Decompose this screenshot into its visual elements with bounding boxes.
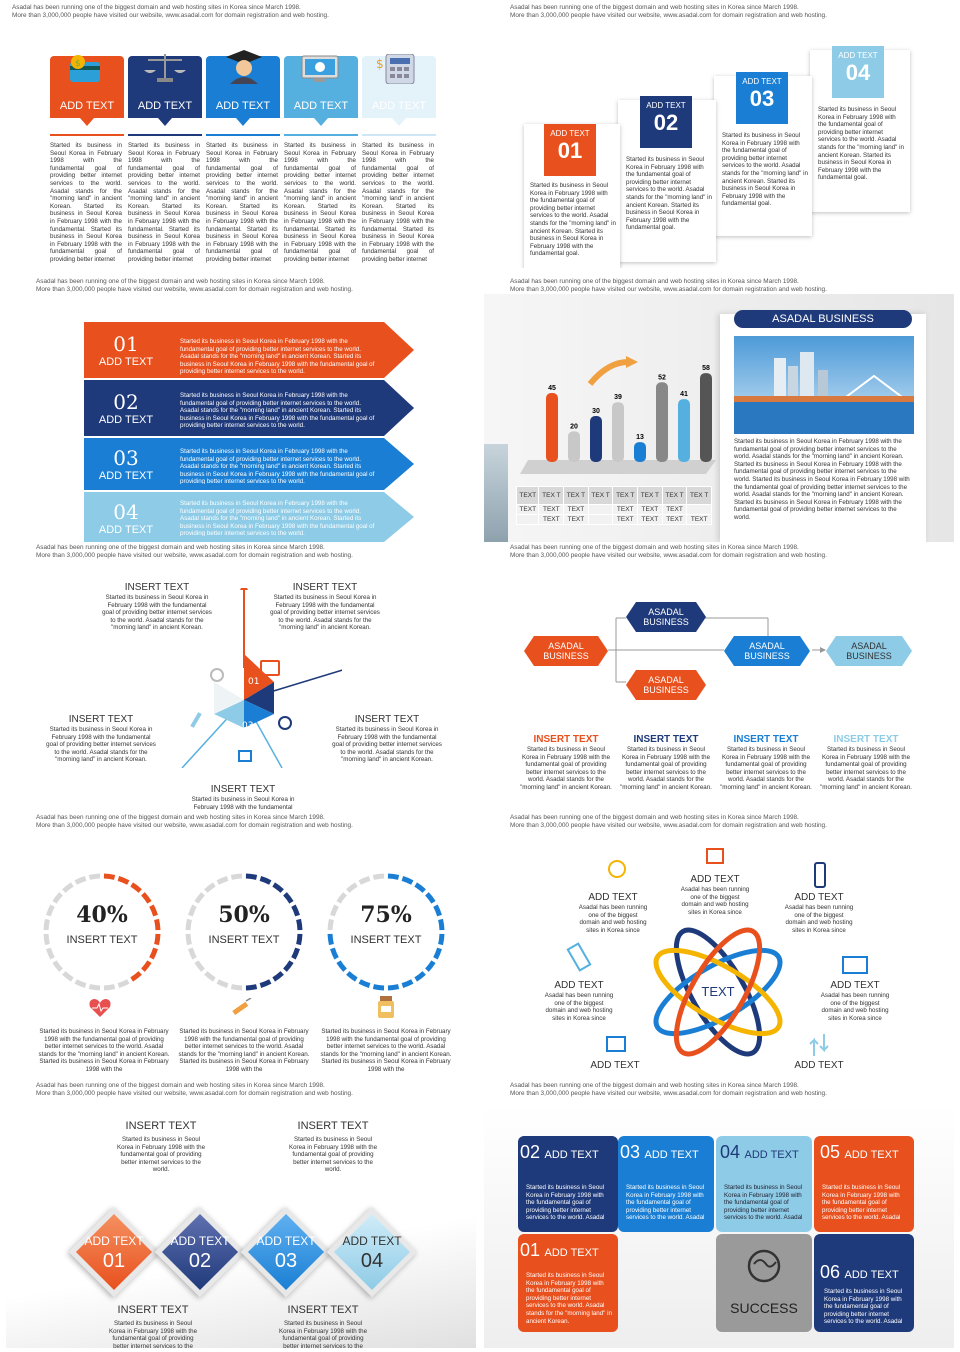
heading: INSERT TEXT <box>124 582 190 593</box>
heading: INSERT TEXT <box>633 734 699 745</box>
ring-segment <box>76 878 86 882</box>
heading: INSERT TEXT <box>733 734 799 745</box>
ring-segment <box>373 876 384 877</box>
column-header[interactable]: $ ADD TEXT <box>362 56 436 118</box>
ring-segment <box>274 885 283 892</box>
ring-segment <box>231 987 242 988</box>
diamond-3[interactable]: ADD TEXT 03 <box>236 1202 336 1302</box>
slide-footer: Asadal has been running one of the biggest domain and web hosting sites in Korea since March 1998. More than 3,000,000 people have visited our website, www.asadal.com for domain registration and web hosting. <box>510 1082 827 1097</box>
step-card-4: ADD TEXT 04 Started its business in Seoul Korea in February 1998 with the fundamental goal of providing better internet services to the world. Asadal stands for the "morning land" in ancient Korean. Started its business in Seoul Korea in February 1998 with the fundamental goal. <box>810 50 910 212</box>
slide-footer: Asadal has been running one of the biggest domain and web hosting sites in Korea since March 1998. More than 3,000,000 people have visited our website, www.asadal.com for domain registration and web hosting. <box>36 814 353 829</box>
chart-bar <box>546 393 558 462</box>
atom-center: TEXT <box>701 984 735 999</box>
ring-segment <box>388 987 399 988</box>
computer-icon <box>298 54 344 84</box>
row-2[interactable]: 02 ADD TEXT Started its business in Seoul Korea in February 1998 with the fundamental goal of providing better internet services to the world. Asadal stands for the "morning land" in ancient Korean. Started its business in Seoul Korea in February 1998 with the fundamental goal of providing better internet services to the world. <box>84 380 414 436</box>
scale-icon <box>142 50 188 84</box>
diamond-2[interactable]: ADD TEXT 02 <box>150 1202 250 1302</box>
slide-8: Asadal has been running one of the biggest domain and web hosting sites in Korea since March 1998. More than 3,000,000 people have visited our website, www.asadal.com for domain registration and web hosting. TEXT ADD TEXT Asadal has been running one of the biggest domain and web hosting sites in Korea since ADD TEXT Asadal has been running one of the biggest domain and web hosting sites in Korea since ADD TEXT Asadal has been running one of the biggest domain and web hosting sites in Korea since ADD TEXT Asadal has been running one of the biggest domain and web hosting sites in Korea since ADD TEXT Asadal has been running one of the biggest domain and web hosting sites in Korea since ADD TEXT ADD TEXT <box>484 812 954 1080</box>
ring-segment <box>55 962 62 971</box>
chart-bar <box>612 402 624 462</box>
target-icon <box>210 668 224 682</box>
paint-roller-icon <box>566 942 591 972</box>
heading: INSERT TEXT <box>533 734 599 745</box>
step-tag[interactable]: ADD TEXT 02 <box>640 96 692 148</box>
ring-segment <box>151 948 155 958</box>
step-card-2: ADD TEXT 02 Started its business in Seoul Korea in February 1998 with the fundamental goal of providing better internet services to the world. Asadal stands for the "morning land" in ancient Korean. Started its business in Seoul Korea in February 1998 with the fundamental goal. <box>618 100 716 262</box>
ring-segment <box>293 948 297 958</box>
bar-value-label: 20 <box>570 423 578 431</box>
segment-number: 01 <box>248 677 260 687</box>
ring-segment <box>76 981 86 985</box>
panel-title: ASADAL BUSINESS <box>734 310 912 328</box>
ring-segment <box>231 876 242 877</box>
heading: INSERT TEXT <box>68 714 134 725</box>
box-icon <box>842 956 868 974</box>
ring-segment <box>427 962 434 971</box>
slide-9: Asadal has been running one of the biggest domain and web hosting sites in Korea since March 1998. More than 3,000,000 people have visited our website, www.asadal.com for domain registration and web hosting. INSERT TEXT Started its business in Seoul Korea in February 1998 with the fundamental goal of providing better internet services to the world. INSERT TEXT Started its business in Seoul Korea in February 1998 with the fundamental goal of providing better internet services to the world. INSERT TEXT Started its business in Seoul Korea in February 1998 with the fundamental goal of providing better internet services to the INSERT TEXT Started its business in Seoul Korea in February 1998 with the fundamental goal of providing better internet services to the ADD TEXT 01 ADD TEXT 02 ADD TEXT 03 ADD TEXT 04 <box>6 1080 476 1348</box>
ring-segment <box>416 973 425 980</box>
chart-icon <box>238 750 252 762</box>
ring-segment <box>206 885 215 892</box>
slide-footer: Asadal has been running one of the biggest domain and web hosting sites in Korea since March 1998. More than 3,000,000 people have visited our website, www.asadal.com for domain registration and web hosting. <box>510 278 827 293</box>
chart-bar <box>590 416 602 462</box>
bar-value-label: 52 <box>658 374 666 382</box>
heading: INSERT TEXT <box>292 582 358 593</box>
slide-2: Asadal has been running one of the biggest domain and web hosting sites in Korea since March 1998. More than 3,000,000 people have visited our website, www.asadal.com for domain registration and web hosting. ADD TEXT 04 Started its business in Seoul Korea in February 1998 with the fundamental goal of providing better internet services to the world. Asadal stands for the "morning land" in ancient Korean. Started its business in Seoul Korea in February 1998 with the fundamental goal. ADD TEXT 03 Started its business in Seoul Korea in February 1998 with the fundamental goal of providing better internet services to the world. Asadal stands for the "morning land" in ancient Korean. Started its business in Seoul Korea in February 1998 with the fundamental goal. ADD TEXT 02 Started its business in Seoul Korea in February 1998 with the fundamental goal of providing better internet services to the world. Asadal stands for the "morning land" in ancient Korean. Started its business in Seoul Korea in February 1998 with the fundamental goal. ADD TEXT 01 Started its business in Seoul Korea in February 1998 with the fundamental goal of providing better internet services to the world. Asadal stands for the "morning land" in ancient Korean. Started its business in Seoul Korea in February 1998 with the fundamental goal. <box>484 0 954 268</box>
step-tag[interactable]: ADD TEXT 03 <box>736 72 788 124</box>
column-2 <box>128 56 202 136</box>
bar-value-label: 41 <box>680 391 688 399</box>
column-header[interactable]: ADD TEXT <box>128 56 202 118</box>
money-card-icon <box>64 54 106 84</box>
ring-segment <box>104 876 115 877</box>
slide-footer: Asadal has been running one of the biggest domain and web hosting sites in Korea since March 1998. More than 3,000,000 people have visited our website, www.asadal.com for domain registration and web hosting. <box>510 544 827 559</box>
ring-segment <box>435 948 439 958</box>
search-icon <box>706 848 724 864</box>
ring-segment <box>332 948 336 958</box>
chart-floor <box>520 460 716 474</box>
gear-icon <box>278 716 292 730</box>
ring-segment <box>89 987 100 988</box>
ring-segment <box>218 981 228 985</box>
card-04[interactable]: 04 ADD TEXT Started its business in Seoul Korea in February 1998 with the fundamental goal of providing better internet services to the world. Asadal <box>716 1136 812 1232</box>
ring-segment <box>388 876 399 877</box>
ring-segment <box>402 878 412 882</box>
slide-3 <box>6 274 476 542</box>
ring-segment <box>416 885 425 892</box>
ring-segment <box>132 885 141 892</box>
svg-text:$: $ <box>376 57 384 71</box>
ring-segment <box>339 962 346 971</box>
column-body: Started its business in Seoul Korea in February 1998 with the fundamental goal of providing better internet services to the world. Asadal stands for the "morning land" in ancient Korean. Started its business in Seoul Korea in February 1998 with the fundamental. Started its business in Seoul Korea in February 1998 with the fundamental goal of providing better internet <box>206 142 278 263</box>
book-icon <box>260 660 280 676</box>
column-body: Started its business in Seoul Korea in February 1998 with the fundamental goal of providing better internet services to the world. Asadal stands for the "morning land" in ancient Korean. Started its business in Seoul Korea in February 1998 with the fundamental. Started its business in Seoul Korea in February 1998 with the fundamental goal of providing better internet <box>128 142 200 263</box>
ring-segment <box>64 973 73 980</box>
flow-box-1[interactable]: ASADAL BUSINESS <box>524 636 608 666</box>
smile-icon <box>608 860 626 878</box>
ring-segment <box>197 962 204 971</box>
slide-footer: Asadal has been running one of the biggest domain and web hosting sites in Korea since March 1998. More than 3,000,000 people have visited our website, www.asadal.com for domain registration and web hosting. <box>36 278 353 293</box>
ring-segment <box>143 962 150 971</box>
column-header[interactable]: $ ADD TEXT <box>50 56 124 118</box>
card-05[interactable]: 05 ADD TEXT Started its business in Seoul Korea in February 1998 with the fundamental goal of providing better internet services to the world. Asadal <box>814 1136 914 1232</box>
ring-segment <box>48 948 52 958</box>
ring-segment <box>402 981 412 985</box>
slide-10 <box>484 1080 954 1348</box>
flow-box-4[interactable]: ASADAL BUSINESS <box>724 636 810 666</box>
ring-segment <box>190 948 194 958</box>
slide-footer: Asadal has been running one of the biggest domain and web hosting sites in Korea since March 1998. More than 3,000,000 people have visited our website, www.asadal.com for domain registration and web hosting. <box>36 1082 353 1097</box>
bar-value-label: 13 <box>636 434 644 442</box>
ring-segment <box>218 878 228 882</box>
monitor-chart-icon <box>606 1036 626 1052</box>
row-1[interactable]: 01 ADD TEXT Started its business in Seoul Korea in February 1998 with the fundamental goal of providing better internet services to the world. Asadal stands for the "morning land" in ancient Korean. Started its business in Seoul Korea in February 1998 with the fundamental goal of providing better internet services to the world. <box>84 322 414 378</box>
pill-bottle-icon <box>376 996 396 1018</box>
ring-segment <box>118 878 128 882</box>
transfer-arrows-icon <box>808 1034 832 1056</box>
ring-segment <box>348 973 357 980</box>
heart-icon <box>88 998 112 1018</box>
flow-box-3[interactable]: ASADAL BUSINESS <box>626 670 706 700</box>
city-photo <box>734 336 914 434</box>
slide-6: Asadal has been running one of the biggest domain and web hosting sites in Korea since March 1998. More than 3,000,000 people have visited our website, www.asadal.com for domain registration and web hosting. ASADAL BUSINESS ASADAL BUSINESS ASADAL BUSINESS ASADAL BUSINESS ASADAL BUSINESS INSERT TEXT Started its business in Seoul Korea in February 1998 with the fundamental goal of providing better internet services to the world. Asadal stands for the "morning land" in ancient Korean. INSERT TEXT Started its business in Seoul Korea in February 1998 with the fundamental goal of providing better internet services to the world. Asadal stands for the "morning land" in ancient Korean. INSERT TEXT Started its business in Seoul Korea in February 1998 with the fundamental goal of providing better internet services to the world. Asadal stands for the "morning land" in ancient Korean. INSERT TEXT Started its business in Seoul Korea in February 1998 with the fundamental goal of providing better internet services to the world. Asadal stands for the "morning land" in ancient Korean. <box>484 542 954 810</box>
row-3[interactable]: 03 ADD TEXT Started its business in Seoul Korea in February 1998 with the fundamental goal of providing better internet services to the world. Asadal stands for the "morning land" in ancient Korean. Started its business in Seoul Korea in February 1998 with the fundamental goal of providing better internet services to the world. <box>84 438 414 490</box>
calculator-icon <box>376 54 422 84</box>
column-body: Started its business in Seoul Korea in February 1998 with the fundamental goal of providing better internet services to the world. Asadal stands for the "morning land" in ancient Korean. Started its business in Seoul Korea in February 1998 with the fundamental. Started its business in Seoul Korea in February 1998 with the fundamental goal of providing better internet <box>284 142 356 263</box>
success-card[interactable]: SUCCESS <box>716 1234 812 1332</box>
slide-footer: Asadal has been running one of the biggest domain and web hosting sites in Korea since March 1998. More than 3,000,000 people have visited our website, www.asadal.com for domain registration and web hosting. <box>36 544 353 559</box>
heading: INSERT TEXT <box>833 734 899 745</box>
ring-segment <box>348 885 357 892</box>
slide-5: Asadal has been running one of the biggest domain and web hosting sites in Korea since March 1998. More than 3,000,000 people have visited our website, www.asadal.com for domain registration and web hosting. INSERT TEXT Started its business in Seoul Korea in February 1998 with the fundamental goal of providing better internet services to the world. Asadal stands for the "morning land" in ancient Korean. INSERT TEXT Started its business in Seoul Korea in February 1998 with the fundamental goal of providing better internet services to the world. Asadal stands for the "morning land" in ancient Korean. INSERT TEXT Started its business in Seoul Korea in February 1998 with the fundamental goal of providing better internet services to the world. Asadal stands for the "morning land" in ancient Korean. INSERT TEXT Started its business in Seoul Korea in February 1998 with the fundamental goal of providing better internet services to the world. Asadal stands for the "morning land" in ancient Korean. INSERT TEXT Started its business in Seoul Korea in February 1998 with the fundamental 01 03 <box>6 542 476 810</box>
ring-segment <box>274 973 283 980</box>
row-4[interactable]: 04 ADD TEXT Started its business in Seoul Korea in February 1998 with the fundamental goal of providing better internet services to the world. Asadal stands for the "morning land" in ancient Korean. Started its business in Seoul Korea in February 1998 with the fundamental goal of providing better internet services to the world. <box>84 492 414 542</box>
data-table: TEXT TEX T TEX T TEX T TEX T TEX T TEX T TEX T TEXT TEXT TEXT TEXT TEXT TEXT TEXT TEXT TEXT TEXT TEXT TEXT <box>516 486 712 525</box>
heading: INSERT TEXT <box>354 714 420 725</box>
column-header[interactable]: ADD TEXT <box>206 56 280 118</box>
chart-bar <box>700 373 712 462</box>
chart-bar <box>678 399 690 462</box>
ring-percent: 40% <box>76 902 128 928</box>
ring-segment <box>373 987 384 988</box>
diamond-4[interactable]: ADD TEXT 04 <box>322 1202 422 1302</box>
heading: INSERT TEXT <box>210 784 276 795</box>
column-4 <box>284 56 358 136</box>
bar-value-label: 45 <box>548 385 556 392</box>
bar-value-label: 39 <box>614 394 622 402</box>
ring-segment <box>118 981 128 985</box>
growth-arrow-icon <box>588 356 638 386</box>
ring-percent: 50% <box>218 902 270 928</box>
slide-footer: Asadal has been running one of the biggest domain and web hosting sites in Korea since March 1998. More than 3,000,000 people have visited our website, www.asadal.com for domain registration and web hosting. <box>510 814 827 829</box>
usb-icon <box>814 862 826 888</box>
column-5 <box>362 56 436 136</box>
ring-segment <box>104 987 115 988</box>
card-02[interactable]: 02 ADD TEXT Started its business in Seoul Korea in February 1998 with the fundamental goal of providing better internet services to the world. Asadal <box>518 1136 618 1232</box>
panel-body: Started its business in Seoul Korea in February 1998 with the fundamental goal of providing better internet services to the world. Asadal stands for the "morning land" in ancient Korean. Started its business in Seoul Korea in February 1998 with the fundamental goal of providing better internet services to the world. Started its business in Seoul Korea in February 1998 with the fundamental goal of providing better internet services to the world. Asadal stands for the "morning land" in ancient Korean. Started its business in Seoul Korea in February 1998 with the fundamental goal of providing better internet services to the world. <box>734 438 910 521</box>
column-3 <box>206 56 280 136</box>
ring-segment <box>246 987 257 988</box>
step-tag[interactable]: ADD TEXT 04 <box>832 46 884 98</box>
ring-segment <box>360 878 370 882</box>
ring-segment <box>360 981 370 985</box>
step-card-1: ADD TEXT 01 Started its business in Seoul Korea in February 1998 with the fundamental goal of providing better internet services to the world. Asadal stands for the "morning land" in ancient Korean. Started its business in Seoul Korea in February 1998 with the fundamental goal. <box>524 124 620 268</box>
ring-segment <box>89 876 100 877</box>
pentagon-diagram <box>142 588 342 768</box>
step-tag[interactable]: ADD TEXT 01 <box>544 124 596 176</box>
column-1 <box>50 56 124 136</box>
brain-icon <box>746 1248 782 1284</box>
slide-4 <box>484 274 954 542</box>
flow-box-5[interactable]: ASADAL BUSINESS <box>826 636 912 666</box>
bar-value-label: 58 <box>702 365 710 373</box>
ring-segment <box>285 962 292 971</box>
ring-segment <box>206 973 215 980</box>
column-body: Started its business in Seoul Korea in February 1998 with the fundamental goal of providing better internet services to the world. Asadal stands for the "morning land" in ancient Korean. Started its business in Seoul Korea in February 1998 with the fundamental. Started its business in Seoul Korea in February 1998 with the fundamental goal of providing better internet <box>50 142 122 263</box>
segment-number: 03 <box>242 721 254 731</box>
slide-7: Asadal has been running one of the biggest domain and web hosting sites in Korea since March 1998. More than 3,000,000 people have visited our website, www.asadal.com for domain registration and web hosting. 40% INSERT TEXT 50% INSERT TEXT 75% INSERT TEXT Started its business in Seoul Korea in February 1998 with the fundamental goal of providing better internet services to the world. Asadal stands for the "morning land" in ancient Korean. Started its business in Seoul Korea in February 1998 with the Started its business in Seoul Korea in February 1998 with the fundamental goal of providing better internet services to the world. Asadal stands for the "morning land" in ancient Korean. Started its business in Seoul Korea in February 1998 with the Started its business in Seoul Korea in February 1998 with the fundamental goal of providing better internet services to the world. Asadal stands for the "morning land" in ancient Korean. Started its business in Seoul Korea in February 1998 with the <box>6 812 476 1080</box>
ring-percent: 75% <box>360 902 412 928</box>
chart-bar <box>634 442 646 462</box>
ring-segment <box>260 981 270 985</box>
syringe-icon <box>228 998 252 1018</box>
chart-bar <box>568 431 580 462</box>
ring-segment <box>132 973 141 980</box>
slide-footer: Asadal has been running one of the biggest domain and web hosting sites in Korea since March 1998. More than 3,000,000 people have visited our website, www.asadal.com for domain registration and web hosting. <box>12 4 329 19</box>
card-03[interactable]: 03 ADD TEXT Started its business in Seoul Korea in February 1998 with the fundamental goal of providing better internet services to the world. Asadal <box>618 1136 714 1232</box>
column-body: Started its business in Seoul Korea in February 1998 with the fundamental goal of providing better internet services to the world. Asadal stands for the "morning land" in ancient Korean. Started its business in Seoul Korea in February 1998 with the fundamental. Started its business in Seoul Korea in February 1998 with the fundamental goal of providing better internet <box>362 142 434 263</box>
ring-segment <box>260 878 270 882</box>
diamond-1[interactable]: ADD TEXT 01 <box>64 1202 164 1302</box>
building-silhouette <box>484 444 508 542</box>
card-01[interactable]: 01 ADD TEXT Started its business in Seoul Korea in February 1998 with the fundamental goal of providing better internet services to the world. Asadal stands for the "morning land" in ancient Korean. <box>518 1234 618 1332</box>
flow-box-2[interactable]: ASADAL BUSINESS <box>626 602 706 632</box>
graduate-icon <box>224 48 264 84</box>
ring-segment <box>64 885 73 892</box>
chart-bar <box>656 382 668 462</box>
ring-label: INSERT TEXT <box>66 934 138 946</box>
column-header[interactable]: ADD TEXT <box>284 56 358 118</box>
ring-label: INSERT TEXT <box>208 934 280 946</box>
ring-label: INSERT TEXT <box>350 934 422 946</box>
slide-1 <box>6 0 476 268</box>
card-06[interactable]: 06 ADD TEXT Started its business in Seoul Korea in February 1998 with the fundamental goal of providing better internet services to the world. Asadal <box>814 1234 914 1332</box>
step-card-3: ADD TEXT 03 Started its business in Seoul Korea in February 1998 with the fundamental goal of providing better internet services to the world. Asadal stands for the "morning land" in ancient Korean. Started its business in Seoul Korea in February 1998 with the fundamental goal. <box>714 76 812 236</box>
bar-value-label: 30 <box>592 408 600 415</box>
slide-footer: Asadal has been running one of the biggest domain and web hosting sites in Korea since March 1998. <box>510 4 799 11</box>
ring-segment <box>246 876 257 877</box>
svg-text:$: $ <box>75 59 81 69</box>
